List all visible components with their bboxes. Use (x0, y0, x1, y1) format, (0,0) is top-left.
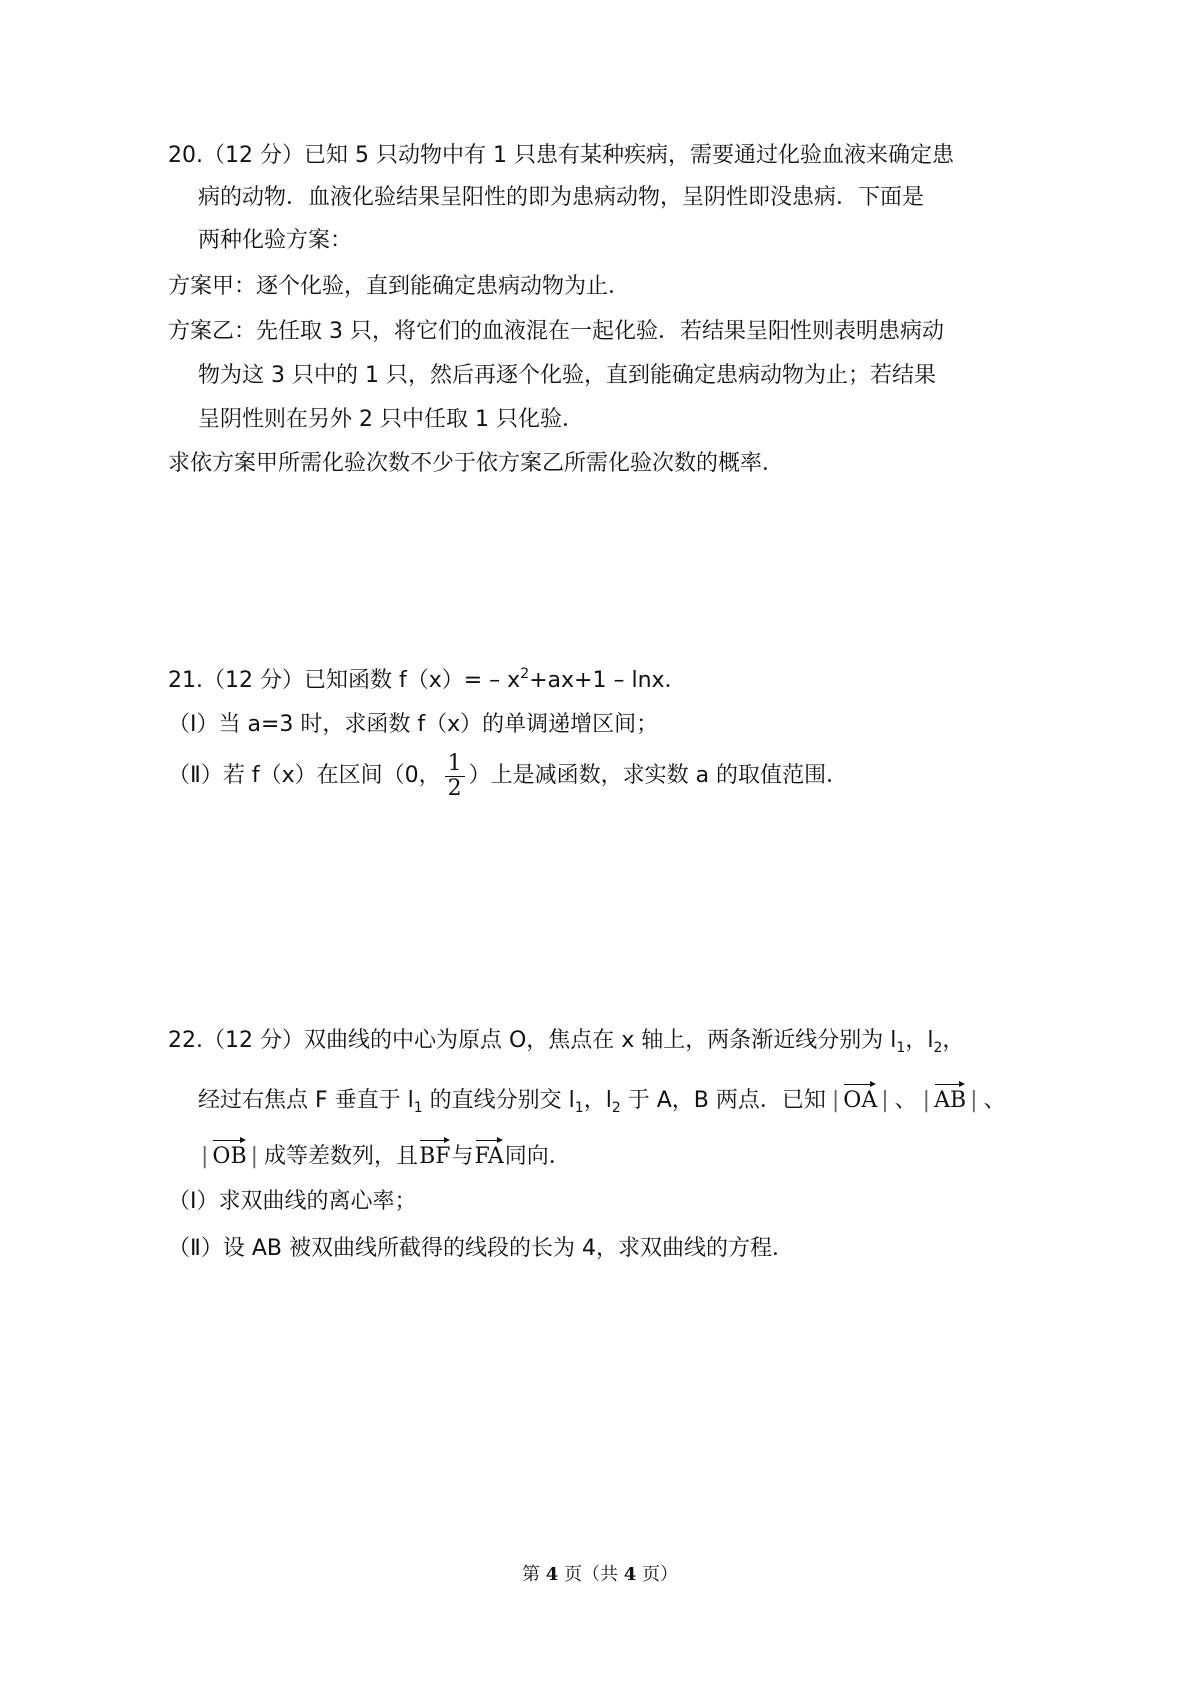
footer-pre: 第 (522, 1564, 546, 1585)
fraction-denominator: 2 (447, 775, 462, 801)
q22-l3-a: 成等差数列，且 (264, 1144, 419, 1169)
q22-part-1: （Ⅰ）求双曲线的离心率； (168, 1189, 417, 1214)
q21-part-1: （Ⅰ）当 a=3 时，求函数 f（x）的单调递增区间； (168, 712, 659, 737)
footer-post: 页） (636, 1564, 678, 1585)
footer-page-number: 4 (545, 1564, 559, 1585)
abs-vector-ab: | AB | (920, 1080, 981, 1116)
vector-oa: OA (843, 1080, 877, 1116)
separator-2: 、 (983, 1088, 1006, 1113)
fraction-one-half (445, 752, 465, 801)
q21-stem-pre: 21.（12 分）已知函数 f（x）= – x (168, 668, 521, 693)
q22-l1-sub2: 2 (933, 1040, 943, 1056)
q22-l2-b: 的直线分别交 l (422, 1088, 575, 1113)
vector-ab: AB (934, 1080, 966, 1116)
q20-line-1: 20.（12 分）已知 5 只动物中有 1 只患有某种疾病，需要通过化验血液来确定患 (168, 143, 954, 168)
page-footer (0, 1560, 1200, 1586)
q20-line-2: 病的动物．血液化验结果呈阳性的即为患病动物，呈阴性即没患病．下面是 (198, 185, 925, 210)
q22-l1-c: ， (942, 1028, 965, 1053)
q20-plan-b-2: 物为这 3 只中的 1 只，然后再逐个化验，直到能确定患病动物为止；若结果 (198, 363, 936, 388)
q20-line-3: 两种化验方案： (198, 228, 353, 253)
q22-line-2 (198, 1080, 1006, 1116)
q22-l2-c: ，l (583, 1088, 612, 1113)
q22-l2-sub3: 2 (611, 1100, 621, 1116)
q22-l3-c: 同向． (504, 1144, 571, 1169)
q21-part-2 (168, 750, 848, 802)
vector-fa: FA (475, 1136, 504, 1172)
q20-plan-a: 方案甲：逐个化验，直到能确定患病动物为止． (168, 274, 631, 299)
q21-stem (168, 666, 687, 696)
q21-exponent: 2 (520, 666, 530, 682)
q22-l1-sub1: 1 (896, 1040, 906, 1056)
q22-line-1 (168, 1026, 964, 1056)
q22-l1-b: ，l (905, 1028, 934, 1053)
fraction-numerator: 1 (445, 752, 465, 777)
q22-l2-d: 于 A，B 两点．已知 (620, 1088, 826, 1113)
footer-mid: 页（共 (558, 1564, 624, 1585)
q21-stem-post: +ax+1 – lnx． (529, 668, 687, 693)
vector-ob: OB (212, 1136, 246, 1172)
q22-line-3 (198, 1136, 571, 1172)
q22-l3-b: 与 (451, 1144, 474, 1169)
q21-part-2-post: ）上是减函数，求实数 a 的取值范围． (468, 763, 849, 788)
q22-part-2: （Ⅱ）设 AB 被双曲线所截得的线段的长为 4，求双曲线的方程． (168, 1236, 794, 1261)
q22-l1-a: 22.（12 分）双曲线的中心为原点 O，焦点在 x 轴上，两条渐近线分别为 l (168, 1028, 897, 1053)
q22-l2-a: 经过右焦点 F 垂直于 l (198, 1088, 414, 1113)
q20-plan-b-1: 方案乙：先任取 3 只，将它们的血液混在一起化验．若结果呈阳性则表明患病动 (168, 319, 944, 344)
q20-question: 求依方案甲所需化验次数不少于依方案乙所需化验次数的概率． (168, 451, 785, 476)
q21-part-2-pre: （Ⅱ）若 f（x）在区间（0， (168, 763, 441, 788)
q22-l2-sub1: 1 (413, 1100, 423, 1116)
abs-vector-ob: | OB | (198, 1136, 261, 1172)
separator-1: 、 (894, 1088, 917, 1113)
q20-plan-b-3: 呈阴性则在另外 2 只中任取 1 只化验． (198, 407, 584, 432)
q22-l2-sub2: 1 (574, 1100, 584, 1116)
vector-bf: BF (419, 1136, 450, 1172)
footer-total-pages: 4 (623, 1564, 637, 1585)
abs-vector-oa: | OA | (829, 1080, 892, 1116)
